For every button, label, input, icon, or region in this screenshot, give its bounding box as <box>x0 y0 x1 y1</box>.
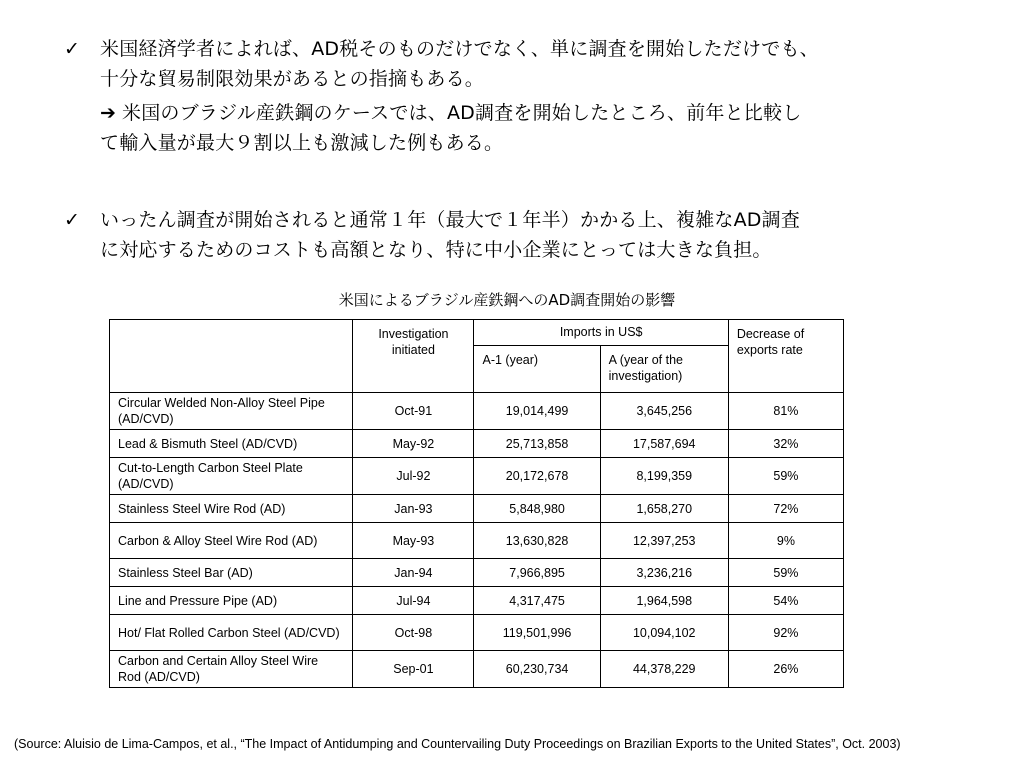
row-decrease: 26% <box>728 651 843 688</box>
row-initiated: May-93 <box>353 523 474 559</box>
row-name: Carbon & Alloy Steel Wire Rod (AD) <box>110 523 353 559</box>
source-citation: (Source: Aluisio de Lima-Campos, et al., “The Impact of Antidumping and Countervailing Duty Proceedings on Brazilian Exports to the United States”, Oct. 2003) <box>14 737 901 751</box>
row-name: Lead & Bismuth Steel (AD/CVD) <box>110 430 353 458</box>
row-decrease: 9% <box>728 523 843 559</box>
checkmark-icon: ✓ <box>64 38 80 60</box>
row-decrease: 72% <box>728 495 843 523</box>
row-a: 17,587,694 <box>600 430 728 458</box>
row-a1: 20,172,678 <box>474 458 600 495</box>
row-name: Stainless Steel Bar (AD) <box>110 559 353 587</box>
table-row <box>110 615 844 651</box>
row-name: Line and Pressure Pipe (AD) <box>110 587 353 615</box>
row-name: Cut-to-Length Carbon Steel Plate (AD/CVD) <box>110 458 353 495</box>
table-row <box>110 651 844 688</box>
header-a: A (year of the investigation) <box>600 346 728 393</box>
row-a: 8,199,359 <box>600 458 728 495</box>
table-row <box>110 458 844 495</box>
row-name: Circular Welded Non-Alloy Steel Pipe (AD/CVD) <box>110 393 353 430</box>
bullet-1-text <box>100 34 819 94</box>
imports-table <box>109 319 844 688</box>
row-a: 44,378,229 <box>600 651 728 688</box>
row-a: 1,658,270 <box>600 495 728 523</box>
row-a: 1,964,598 <box>600 587 728 615</box>
bullet-1 <box>64 34 984 158</box>
bullet-2-text <box>100 205 800 265</box>
table-body <box>110 393 844 688</box>
row-a1: 5,848,980 <box>474 495 600 523</box>
row-a: 3,645,256 <box>600 393 728 430</box>
row-decrease: 92% <box>728 615 843 651</box>
bullet-1-line-2: 十分な貿易制限効果があるとの指摘もある。 <box>100 68 485 90</box>
row-initiated: Jan-94 <box>353 559 474 587</box>
row-a1: 25,713,858 <box>474 430 600 458</box>
bullet-1-sub-line-2: て輸入量が最大９割以上も激減した例もある。 <box>100 132 504 154</box>
row-a: 3,236,216 <box>600 559 728 587</box>
row-decrease: 81% <box>728 393 843 430</box>
row-initiated: Sep-01 <box>353 651 474 688</box>
header-investigation: Investigation initiated <box>353 320 474 393</box>
arrow-right-icon: ➔ <box>100 102 116 124</box>
row-initiated: Jul-92 <box>353 458 474 495</box>
row-name: Stainless Steel Wire Rod (AD) <box>110 495 353 523</box>
bullet-2-line-2: に対応するためのコストも高額となり、特に中小企業にとっては大きな負担。 <box>100 239 772 261</box>
row-a1: 19,014,499 <box>474 393 600 430</box>
table-row <box>110 523 844 559</box>
bullet-2-line-1: いったん調査が開始されると通常１年（最大で１年半）かかる上、複雑なAD調査 <box>100 209 801 231</box>
table-row <box>110 430 844 458</box>
row-a1: 119,501,996 <box>474 615 600 651</box>
row-decrease: 59% <box>728 559 843 587</box>
bullet-1-sub <box>100 98 984 158</box>
row-initiated: Oct-98 <box>353 615 474 651</box>
table-title: 米国によるブラジル産鉄鋼へのAD調査開始の影響 <box>338 291 676 309</box>
row-a1: 4,317,475 <box>474 587 600 615</box>
row-a: 10,094,102 <box>600 615 728 651</box>
row-initiated: May-92 <box>353 430 474 458</box>
bullet-1-line-1: 米国経済学者によれば、AD税そのものだけでなく、単に調査を開始しただけでも、 <box>100 38 819 60</box>
header-imports: Imports in US$ <box>474 320 728 346</box>
row-decrease: 59% <box>728 458 843 495</box>
table-row <box>110 587 844 615</box>
bullet-1-sub-line-1: 米国のブラジル産鉄鋼のケースでは、AD調査を開始したところ、前年と比較し <box>122 102 802 124</box>
header-decrease: Decrease of exports rate <box>728 320 843 393</box>
row-decrease: 32% <box>728 430 843 458</box>
row-name: Carbon and Certain Alloy Steel Wire Rod (AD/CVD) <box>110 651 353 688</box>
bullet-2 <box>64 205 984 265</box>
checkmark-icon: ✓ <box>64 209 80 231</box>
table-row <box>110 495 844 523</box>
bullet-1-sub-text <box>100 98 802 158</box>
row-a1: 13,630,828 <box>474 523 600 559</box>
table-row <box>110 393 844 430</box>
row-initiated: Oct-91 <box>353 393 474 430</box>
header-blank <box>110 320 353 393</box>
row-a1: 60,230,734 <box>474 651 600 688</box>
row-a1: 7,966,895 <box>474 559 600 587</box>
table-row <box>110 559 844 587</box>
row-decrease: 54% <box>728 587 843 615</box>
header-a1: A-1 (year) <box>474 346 600 393</box>
row-name: Hot/ Flat Rolled Carbon Steel (AD/CVD) <box>110 615 353 651</box>
row-initiated: Jul-94 <box>353 587 474 615</box>
row-initiated: Jan-93 <box>353 495 474 523</box>
row-a: 12,397,253 <box>600 523 728 559</box>
